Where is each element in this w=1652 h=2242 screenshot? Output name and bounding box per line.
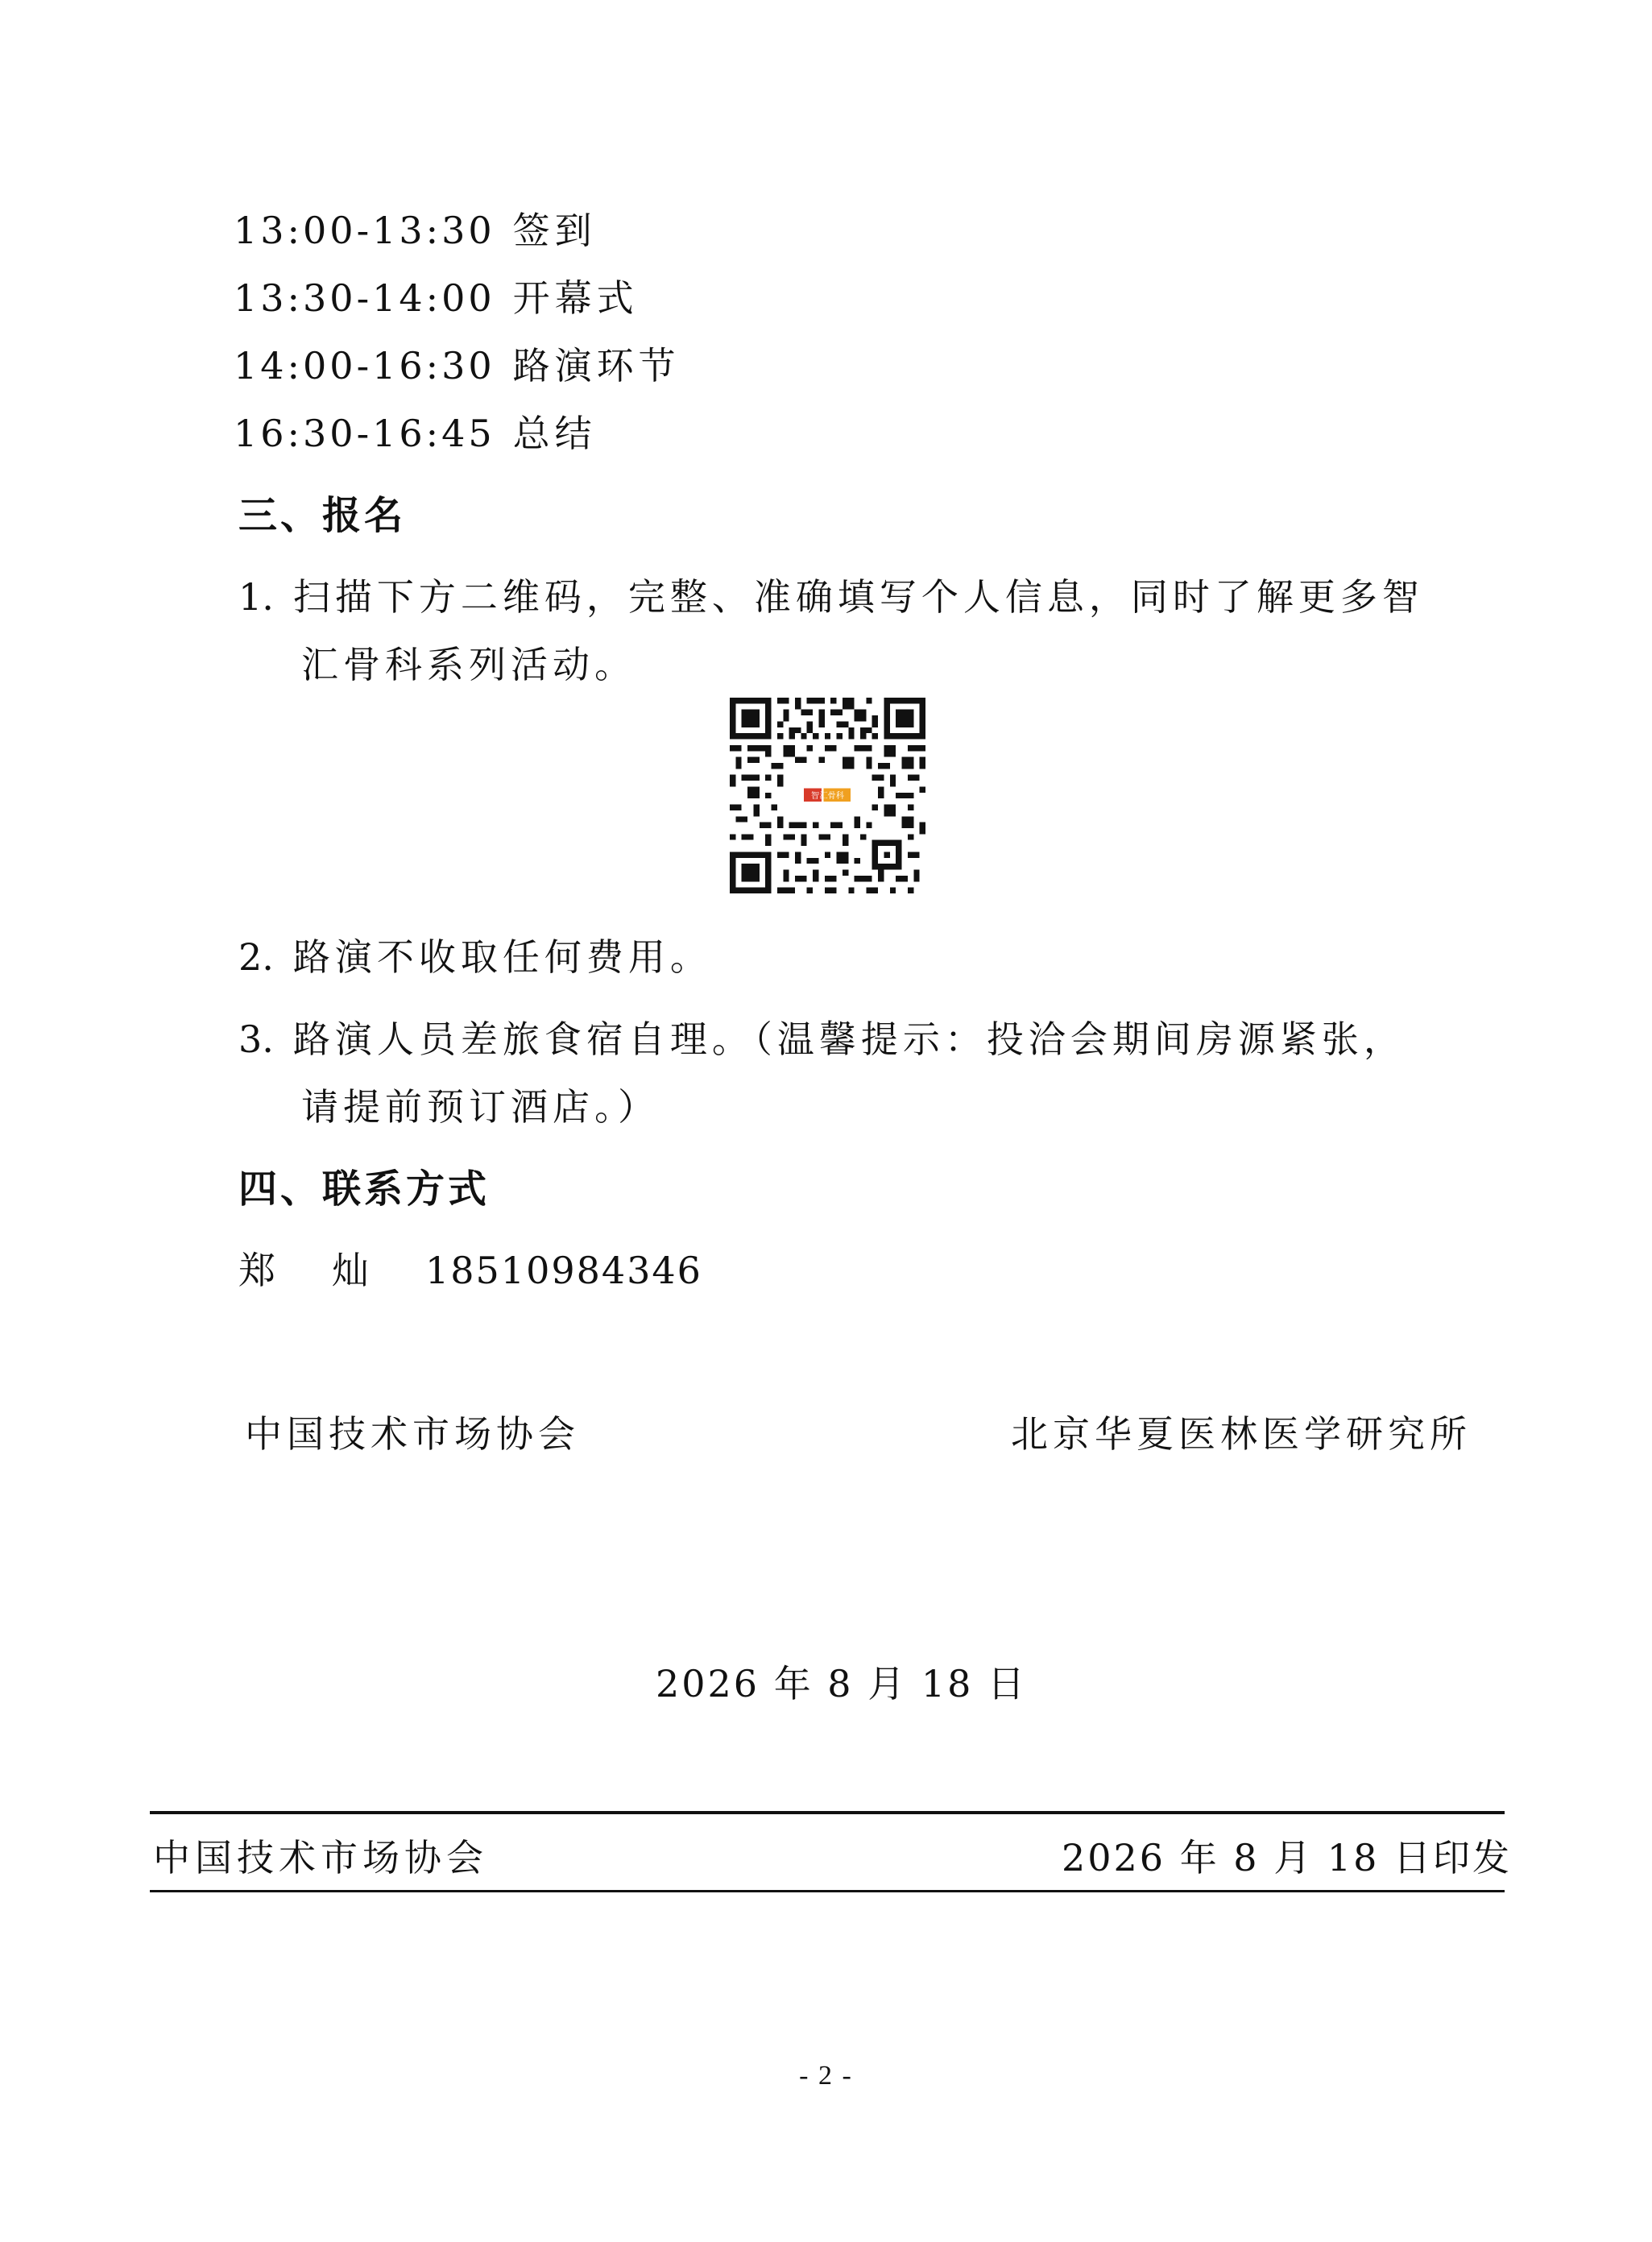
page-number: - 2 -	[799, 2061, 853, 2091]
schedule-row	[234, 206, 597, 255]
section-heading-registration: 三、报名	[238, 493, 407, 538]
footer-bottom-rule	[150, 1890, 1505, 1892]
section-heading-contact: 四、联系方式	[238, 1167, 491, 1212]
qr-logo-text: 智汇骨科	[810, 791, 845, 802]
qr-code	[730, 698, 925, 893]
schedule-time: 13:00-13:30	[234, 209, 495, 252]
schedule-row	[234, 342, 681, 390]
registration-item-1-continued: 汇骨科系列活动。	[301, 643, 636, 686]
issue-date: 2026 年 8 月 18 日	[656, 1662, 1027, 1705]
schedule-row	[234, 274, 639, 322]
schedule-item: 签到	[512, 209, 597, 252]
footer-top-rule	[150, 1811, 1505, 1814]
item-number: 2.	[238, 935, 274, 979]
item-number: 3.	[238, 1017, 274, 1061]
item-text: 路演人员差旅食宿自理。（温馨提示：投洽会期间房源紧张，	[292, 1017, 1406, 1061]
item-number: 1.	[238, 575, 274, 619]
registration-item-2	[238, 933, 712, 981]
schedule-time: 14:00-16:30	[234, 344, 495, 387]
registration-item-1	[238, 573, 1424, 621]
schedule-item: 开幕式	[512, 276, 639, 320]
footer-print-date: 2026 年 8 月 18 日印发	[1062, 1836, 1512, 1879]
issuer-right: 北京华夏医林医学研究所	[1011, 1412, 1472, 1456]
contact-phone: 18510984346	[425, 1249, 702, 1292]
item-text: 路演不收取任何费用。	[292, 935, 712, 979]
item-text: 扫描下方二维码，完整、准确填写个人信息，同时了解更多智	[292, 575, 1424, 619]
schedule-time: 16:30-16:45	[234, 412, 495, 455]
contact-line	[238, 1246, 702, 1295]
schedule-item: 总结	[512, 412, 597, 455]
issuer-left: 中国技术市场协会	[245, 1412, 580, 1456]
registration-item-3-continued: 请提前预订酒店。）	[301, 1085, 660, 1129]
registration-item-3	[238, 1015, 1406, 1063]
footer-org: 中国技术市场协会	[153, 1836, 488, 1879]
contact-name: 郑灿	[238, 1249, 425, 1292]
schedule-item: 路演环节	[512, 344, 681, 387]
schedule-row	[234, 409, 597, 458]
schedule-time: 13:30-14:00	[234, 276, 495, 320]
